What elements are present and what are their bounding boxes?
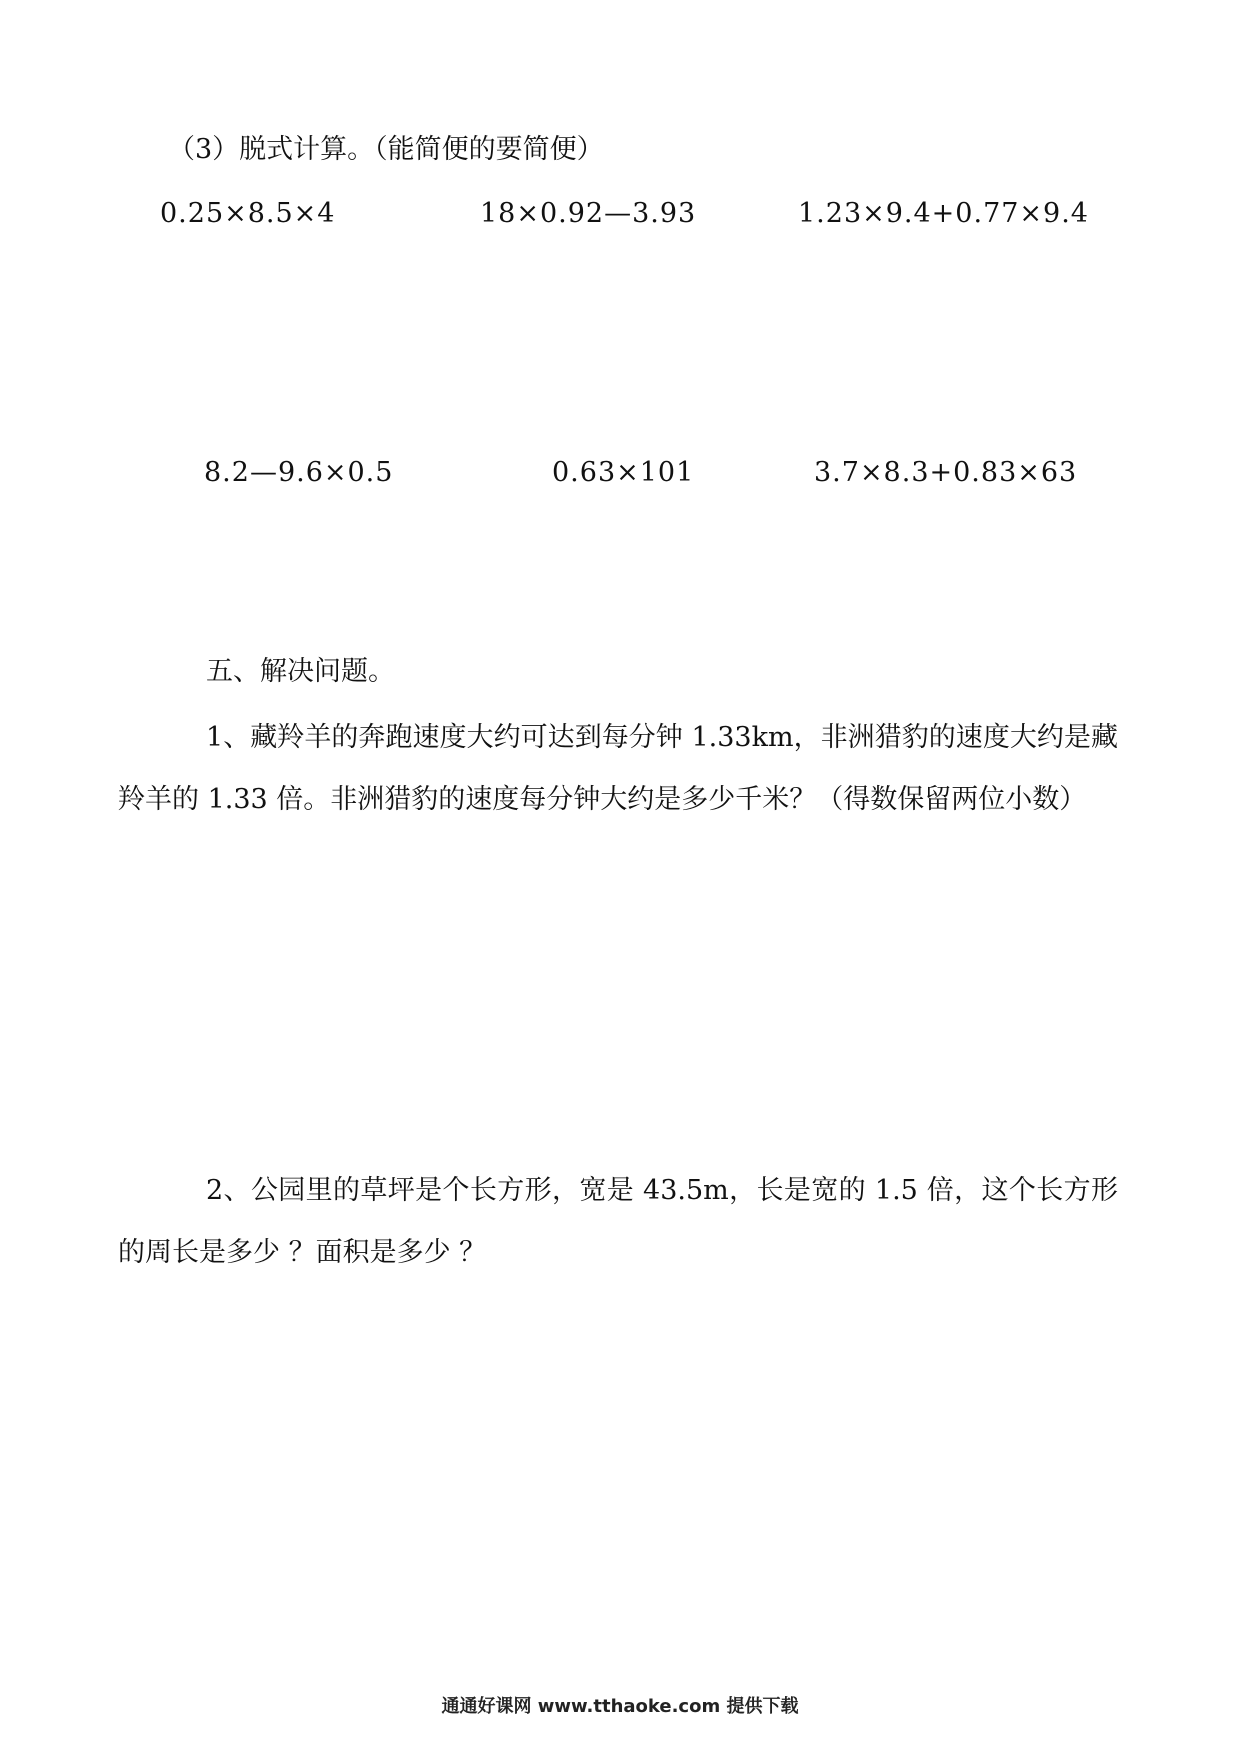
problem-1: 1、藏羚羊的奔跑速度大约可达到每分钟 1.33km，非洲猎豹的速度大约是藏羚羊的 1.33 倍。非洲猎豹的速度每分钟大约是多少千米？（得数保留两位小数）: [118, 722, 1118, 815]
footer-note: 通通好课网 www.tthaoke.com 提供下载: [441, 1696, 799, 1717]
expression-1-2: 18×0.92—3.93: [480, 198, 697, 229]
expression-1-3: 1.23×9.4+0.77×9.4: [798, 198, 1089, 229]
expression-1-1: 0.25×8.5×4: [160, 198, 336, 229]
problem-2: 2、公园里的草坪是个长方形，宽是 43.5m，长是宽的 1.5 倍，这个长方形的周长是多少 ？面积是多少 ？: [118, 1175, 1118, 1268]
expression-2-2: 0.63×101: [552, 457, 695, 488]
section5-heading: 五、解决问题。: [206, 656, 395, 687]
expression-2-1: 8.2—9.6×0.5: [204, 457, 394, 488]
expression-2-3: 3.7×8.3+0.83×63: [814, 457, 1078, 488]
part3-heading: （3）脱式计算。（能简便的要简便）: [168, 134, 604, 165]
